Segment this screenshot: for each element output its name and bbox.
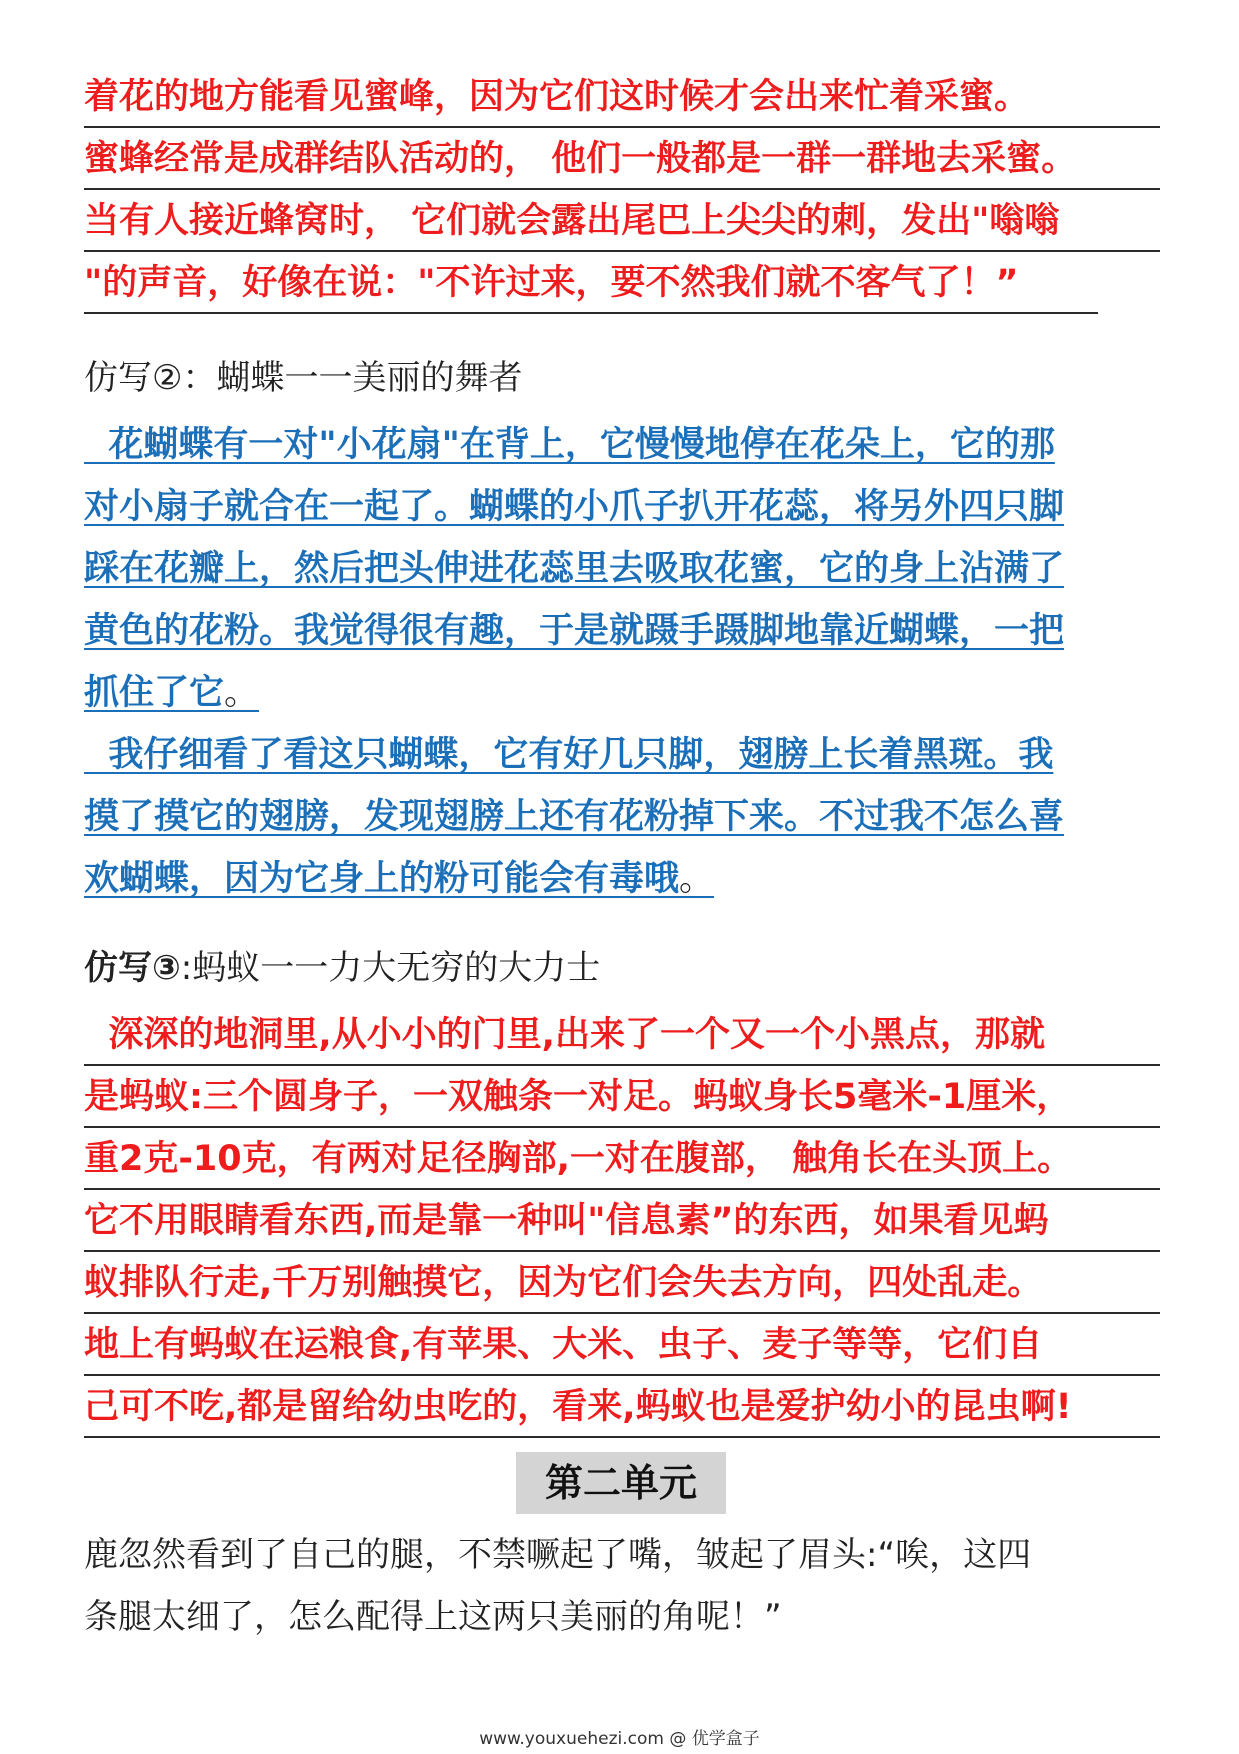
ant-line-4: 它不用眼睛看东西,而是靠一种叫"信息素”的东西，如果看见蚂 [84, 1190, 1160, 1252]
butterfly-p2-line-3 [84, 848, 1160, 910]
bee-line-2: 蜜蜂经常是成群结队活动的， 他们一般都是一群一群地去采蜜。 [84, 128, 1160, 190]
butterfly-p1-tail: 。 [224, 673, 260, 713]
heading-ant-rest: :蚂蚁一一力大无穷的大力士 [180, 948, 601, 988]
ant-passage [84, 1004, 1160, 1438]
butterfly-p1-text-2: 对小扇子就合在一起了。蝴蝶的小爪子扒开花蕊，将另外四只脚 [84, 487, 1065, 527]
bee-line-1: 着花的地方能看见蜜峰，因为它们这时候才会出来忙着采蜜。 [84, 66, 1160, 128]
deer-line-2: 条腿太细了，怎么配得上这两只美丽的角呢！” [84, 1597, 782, 1637]
ant-line-7: 己可不吃,都是留给幼虫吃的，看来,蚂蚁也是爱护幼小的昆虫啊! [84, 1376, 1160, 1438]
bee-line-3: 当有人接近蜂窝时， 它们就会露出尾巴上尖尖的刺，发出"嗡嗡 [84, 190, 1160, 252]
butterfly-passage [84, 414, 1160, 910]
unit-title: 第二单元 [516, 1452, 726, 1514]
bee-line-4: "的声音，好像在说："不许过来，要不然我们就不客气了！” [84, 252, 1098, 314]
butterfly-p1-text-4: 黄色的花粉。我觉得很有趣，于是就蹑手蹑脚地靠近蝴蝶，一把 [84, 611, 1065, 651]
deer-passage [84, 1524, 1160, 1648]
butterfly-p1-line-2 [84, 476, 1160, 538]
ant-line-6: 地上有蚂蚁在运粮食,有苹果、大米、虫子、麦子等等，它们自 [84, 1314, 1160, 1376]
heading-ant-label: 仿写③ [84, 948, 181, 988]
ant-line-5: 蚁排队行走,千万别触摸它，因为它们会失去方向，四处乱走。 [84, 1252, 1160, 1314]
butterfly-p2-line-2 [84, 786, 1160, 848]
butterfly-p2-text-3: 欢蝴蝶，因为它身上的粉可能会有毒哦 [84, 859, 680, 899]
butterfly-p1-line-1 [84, 414, 1160, 476]
butterfly-p1-line-4 [84, 600, 1160, 662]
butterfly-p1-line-5 [84, 662, 1160, 724]
butterfly-p1-text-1: 花蝴蝶有一对"小花扇"在背上，它慢慢地停在花朵上，它的那 [84, 425, 1055, 465]
heading-butterfly: 仿写②：蝴蝶一一美丽的舞者 [84, 358, 523, 398]
ant-line-2: 是蚂蚁:三个圆身子，一双触条一对足。蚂蚁身长5毫米-1厘米， [84, 1066, 1160, 1128]
bee-passage [84, 66, 1160, 314]
butterfly-p1-text-3: 踩在花瓣上，然后把头伸进花蕊里去吸取花蜜，它的身上沾满了 [84, 549, 1065, 589]
ant-line-1: 深深的地洞里,从小小的门里,出来了一个又一个小黑点，那就 [84, 1004, 1160, 1066]
butterfly-p2-line-1 [84, 724, 1160, 786]
butterfly-p1-text-5: 抓住了它 [84, 673, 225, 713]
butterfly-p2-tail: 。 [679, 859, 715, 899]
deer-line-1: 鹿忽然看到了自己的腿，不禁噘起了嘴，皱起了眉头:“唉，这四 [84, 1535, 1032, 1575]
heading-ant [84, 940, 600, 989]
butterfly-p2-text-1: 我仔细看了看这只蝴蝶，它有好几只脚，翅膀上长着黑斑。我 [84, 735, 1054, 775]
butterfly-p1-line-3 [84, 538, 1160, 600]
butterfly-p2-text-2: 摸了摸它的翅膀，发现翅膀上还有花粉掉下来。不过我不怎么喜 [84, 797, 1065, 837]
ant-line-3: 重2克-10克，有两对足径胸部,一对在腹部， 触角长在头顶上。 [84, 1128, 1160, 1190]
footer-watermark: www.youxuehezi.com @ 优学盒子 [479, 1729, 760, 1749]
